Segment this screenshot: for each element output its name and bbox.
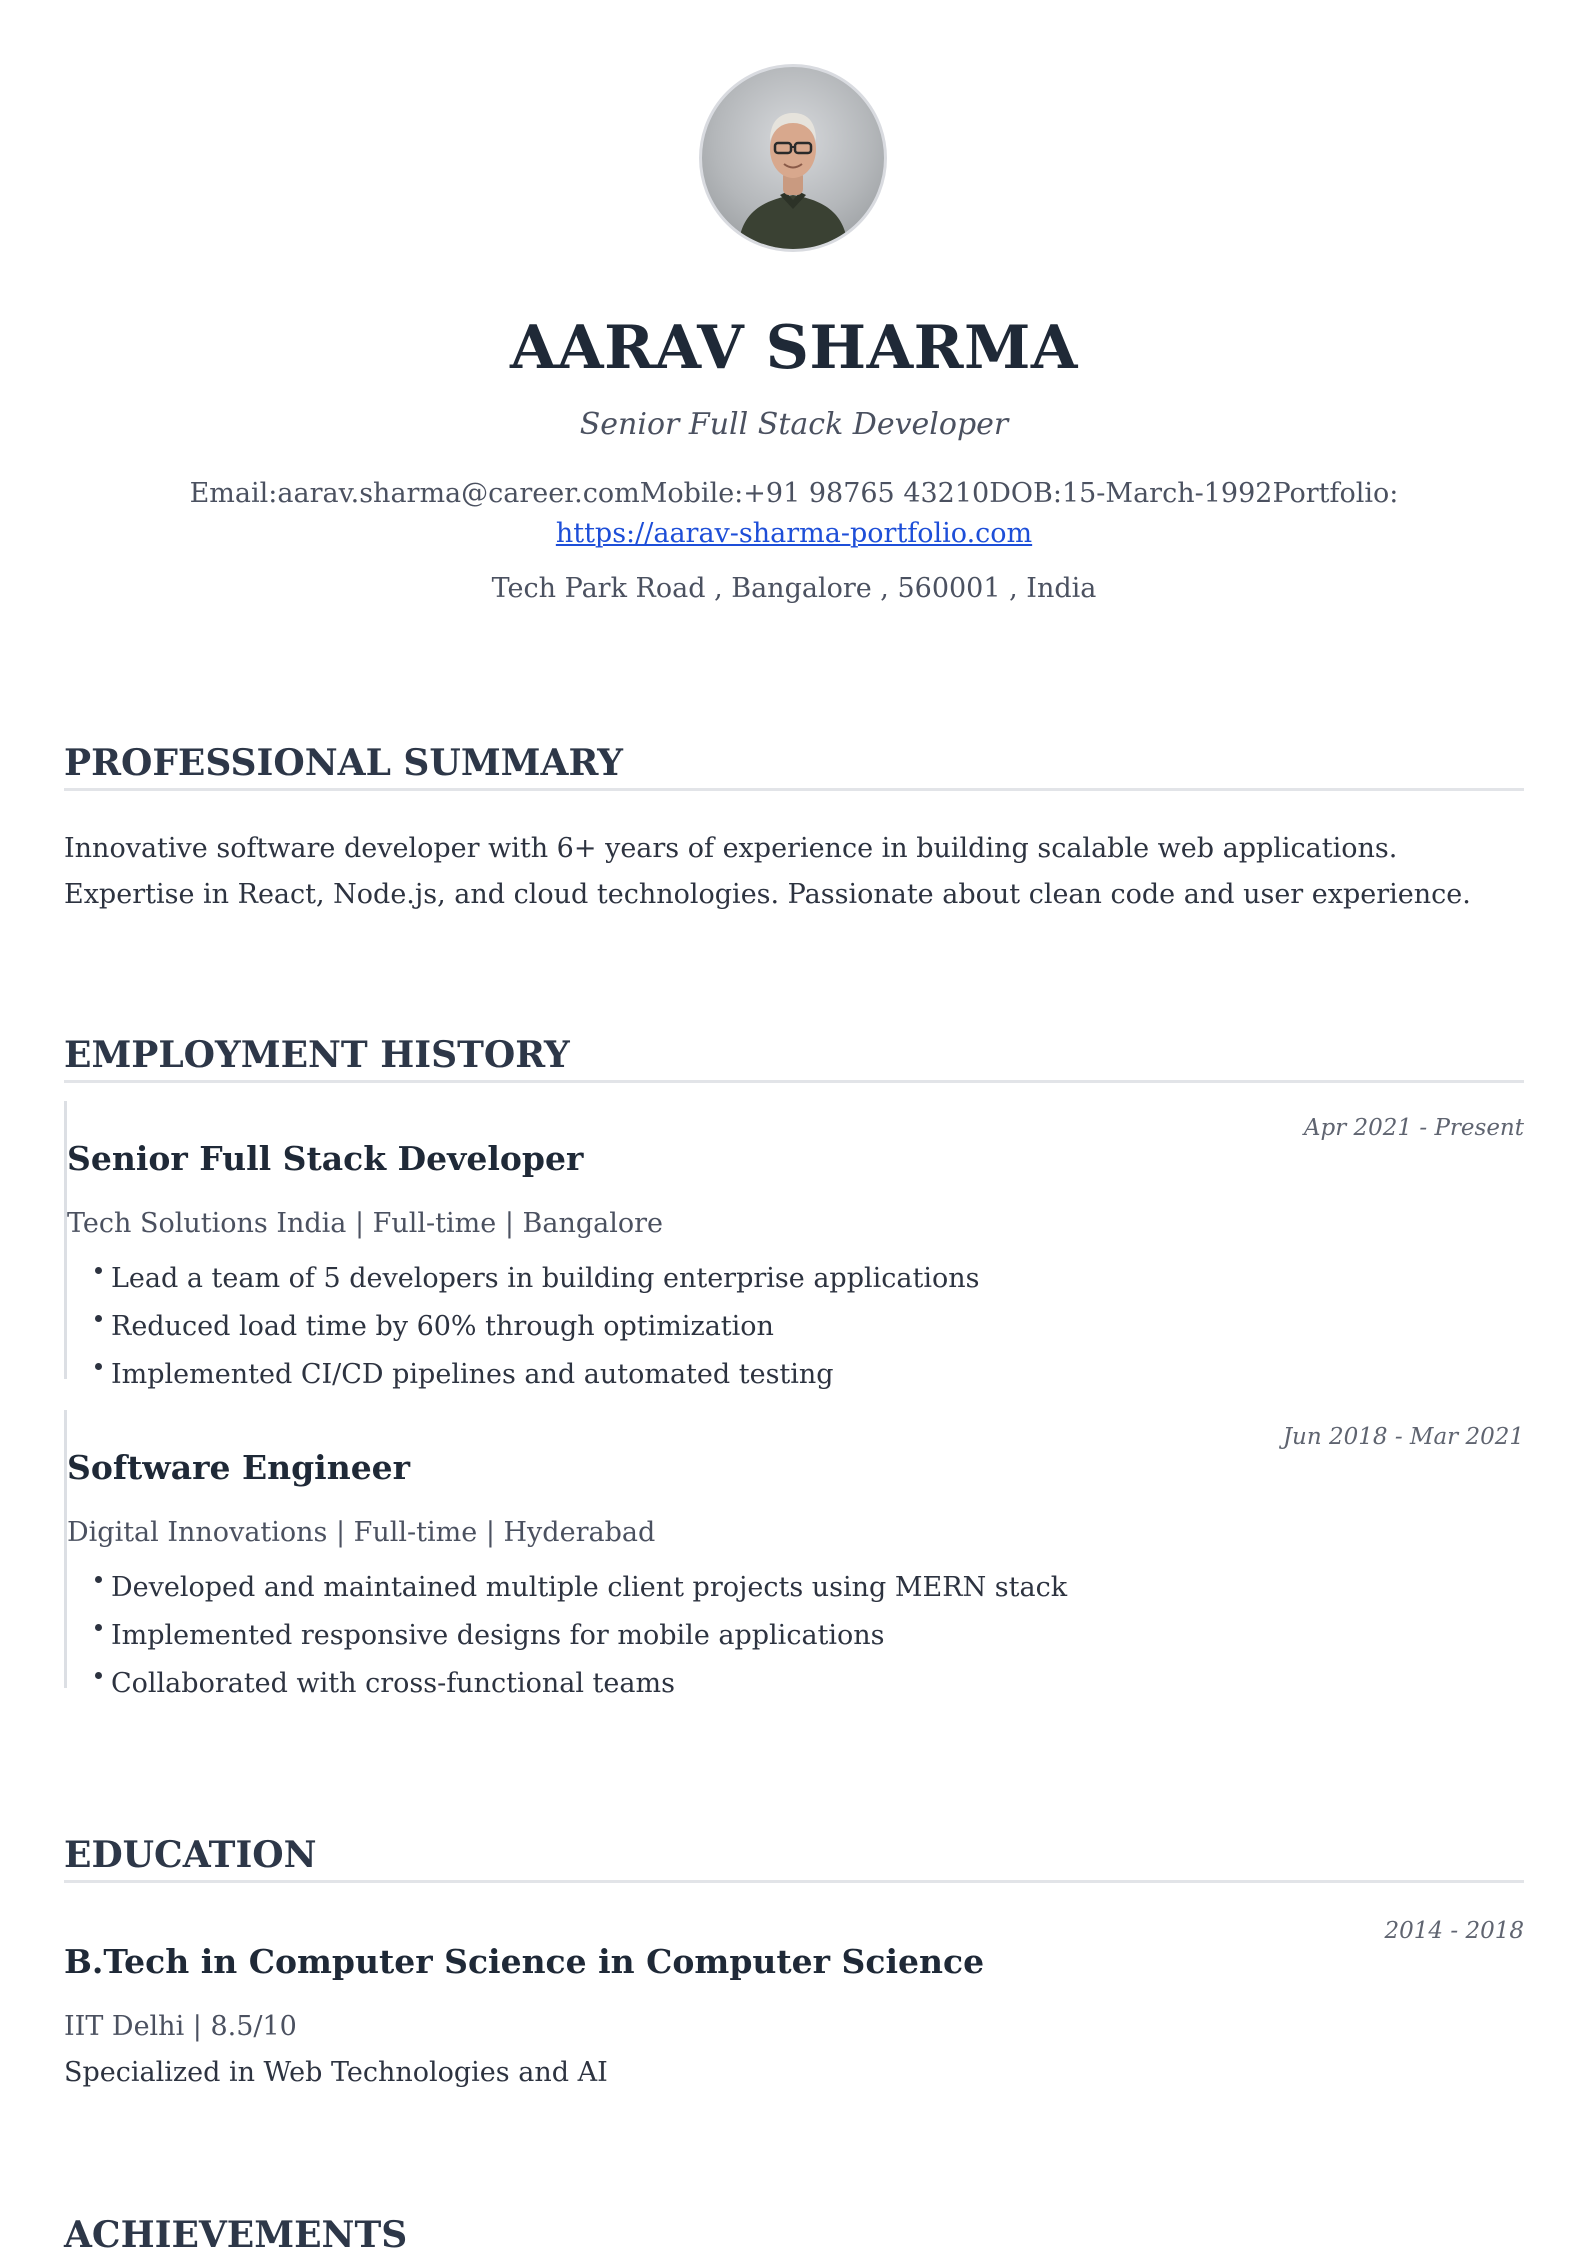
mobile-value: +91 98765 43210 [743, 478, 990, 509]
section-heading-employment: EMPLOYMENT HISTORY [64, 1032, 1524, 1083]
job-date: Jun 2018 - Mar 2021 [1282, 1424, 1524, 1450]
education-degree: B.Tech in Computer Science in Computer Science [64, 1942, 985, 1981]
person-avatar-icon [702, 67, 884, 249]
job-bullet: Lead a team of 5 developers in building enterprise applications [95, 1255, 979, 1303]
candidate-title: Senior Full Stack Developer [579, 407, 1009, 442]
job-role: Software Engineer [67, 1448, 411, 1487]
contact-line [64, 474, 1524, 554]
job-bullets [95, 1255, 979, 1399]
job-date: Apr 2021 - Present [1303, 1115, 1524, 1141]
dob-value: 15-March-1992 [1061, 478, 1273, 509]
address: Tech Park Road , Bangalore , 560001 , India [491, 573, 1097, 604]
mobile-label: Mobile: [639, 478, 744, 509]
contact-row [64, 474, 1524, 514]
job-bullet: Developed and maintained multiple client projects using MERN stack [95, 1564, 1067, 1612]
job-role: Senior Full Stack Developer [67, 1139, 584, 1178]
education-date: 2014 - 2018 [1384, 1918, 1524, 1944]
section-heading-summary: PROFESSIONAL SUMMARY [64, 740, 1524, 791]
summary-text: Innovative software developer with 6+ years of experience in building scalable web applications. Expertise in React, Node.js, and cloud technologies. Passionate about clean code and user experience. [64, 833, 1471, 910]
job-bullet: Collaborated with cross-functional teams [95, 1660, 1067, 1708]
portfolio-row [64, 514, 1524, 554]
dob-label: DOB: [989, 478, 1062, 509]
candidate-name: AARAV SHARMA [509, 313, 1078, 383]
job-entry [64, 1101, 1524, 1390]
education-school: IIT Delhi | 8.5/10 [64, 2011, 297, 2042]
job-bullet: Implemented responsive designs for mobile applications [95, 1612, 1067, 1660]
portfolio-label: Portfolio: [1272, 478, 1399, 509]
job-bullet: Implemented CI/CD pipelines and automated testing [95, 1351, 979, 1399]
education-description: Specialized in Web Technologies and AI [64, 2057, 608, 2088]
job-bullets [95, 1564, 1067, 1708]
portfolio-link[interactable]: https://aarav-sharma-portfolio.com [555, 518, 1033, 549]
email-value: aarav.sharma@career.com [277, 478, 640, 509]
profile-photo [699, 64, 887, 252]
section-heading-education: EDUCATION [64, 1832, 1524, 1883]
email-label: Email: [189, 478, 278, 509]
job-company: Tech Solutions India | Full-time | Bangalore [67, 1208, 663, 1239]
job-company: Digital Innovations | Full-time | Hyderabad [67, 1517, 656, 1548]
section-heading-achievements: ACHIEVEMENTS [64, 2214, 408, 2256]
job-entry [64, 1410, 1524, 1699]
job-bullet: Reduced load time by 60% through optimization [95, 1303, 979, 1351]
